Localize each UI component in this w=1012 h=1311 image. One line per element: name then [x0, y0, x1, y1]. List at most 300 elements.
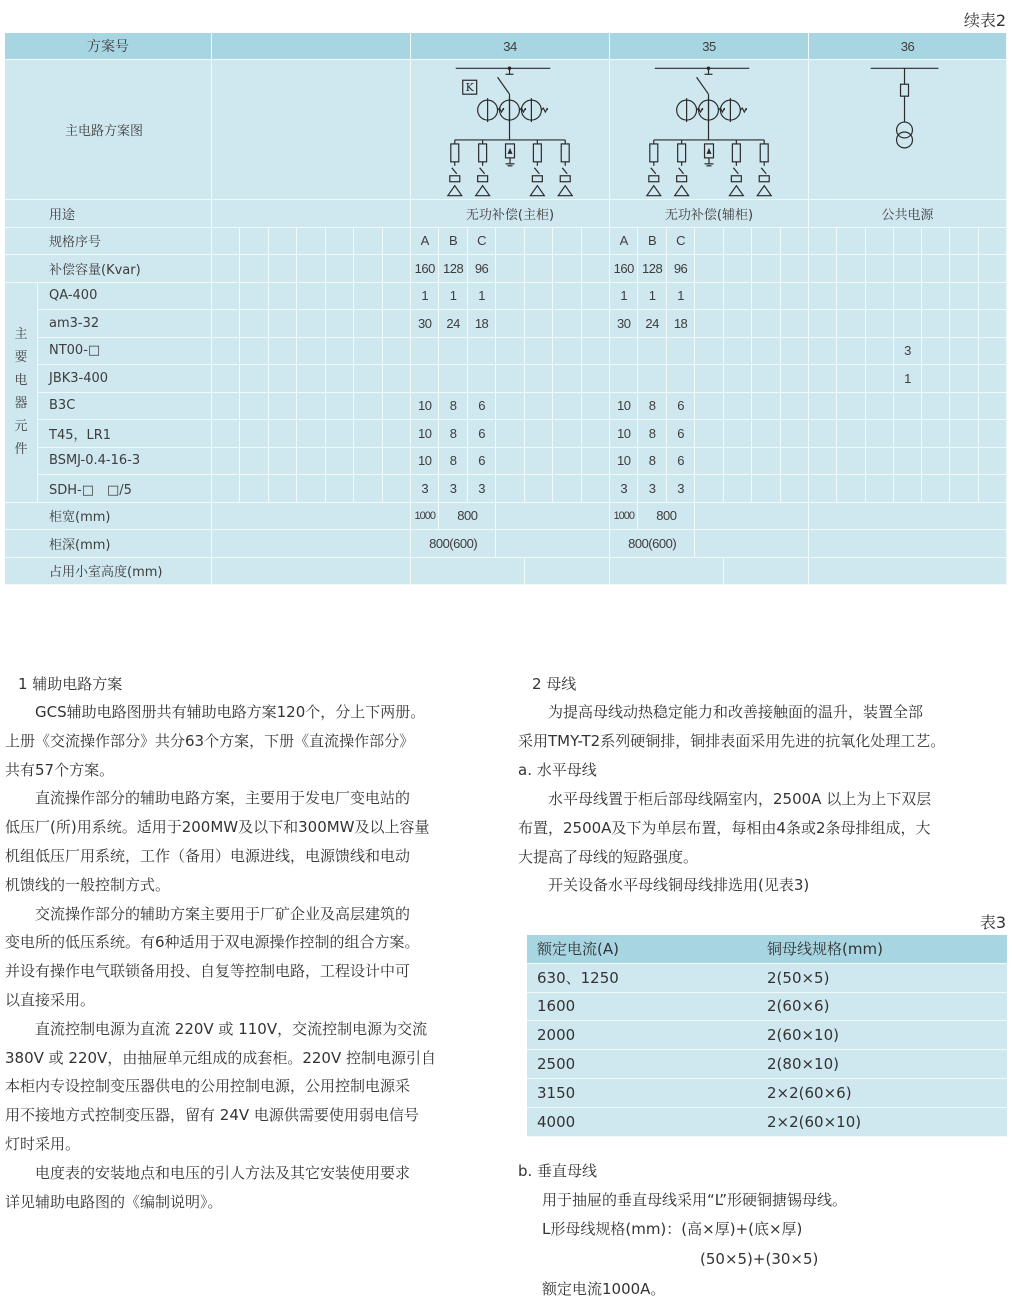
vertical-busbar-line: L形母线规格(mm)：(高×厚)+(底×厚) — [542, 1220, 803, 1238]
row-value — [695, 338, 723, 366]
row-value: 1 — [411, 283, 439, 311]
row-value — [809, 393, 837, 421]
row-value — [582, 255, 610, 283]
row-value — [837, 283, 865, 311]
table3-header-row — [527, 935, 1007, 964]
row-value — [894, 283, 922, 311]
filler-subcell — [269, 448, 297, 476]
row-label: 规格序号 — [5, 228, 212, 256]
row-value — [610, 365, 638, 393]
row-value — [724, 283, 752, 311]
row-value — [582, 310, 610, 338]
row-value — [950, 338, 978, 366]
row-value — [553, 255, 581, 283]
usage-35: 无功补偿(辅柜) — [610, 200, 809, 228]
filler-subcell — [354, 255, 382, 283]
row-value: 8 — [439, 420, 467, 448]
row-value: 10 — [411, 420, 439, 448]
row-value: 128 — [439, 255, 467, 283]
row-value — [582, 475, 610, 503]
row-label: QA-400 — [38, 283, 212, 311]
cabinet-width-a: 1000 — [411, 503, 439, 531]
section1-line: 机组低压厂用系统，工作（备用）电源进线，电源馈线和电动 — [5, 847, 411, 865]
row-value: 3 — [411, 475, 439, 503]
row-value — [809, 283, 837, 311]
filler-subcell — [383, 338, 411, 366]
row-value — [809, 228, 837, 256]
busbar-table — [527, 935, 1007, 1137]
section2-title: 2 母线 — [532, 675, 577, 693]
row-value — [894, 475, 922, 503]
table3-row — [527, 964, 1007, 993]
row-value: 1 — [667, 283, 695, 311]
scheme-number-34: 34 — [411, 33, 610, 60]
row-value — [496, 448, 524, 476]
row-value — [781, 255, 809, 283]
row-value — [809, 420, 837, 448]
cabinet-width-empty — [695, 503, 809, 531]
horizontal-busbar-line: 布置，2500A及下为单层布置，每相由4条或2条母排组成，大 — [518, 818, 931, 837]
row-value: 96 — [468, 255, 496, 283]
row-value — [979, 255, 1007, 283]
filler-subcell — [297, 448, 325, 476]
filler — [212, 558, 411, 586]
busbar-spec: 2(60×6) — [767, 997, 830, 1016]
row-value — [894, 448, 922, 476]
row-value — [922, 338, 950, 366]
row-value — [553, 475, 581, 503]
row-value — [439, 365, 467, 393]
usage-34: 无功补偿(主柜) — [411, 200, 610, 228]
filler-subcell — [240, 448, 268, 476]
row-value — [950, 393, 978, 421]
row-value — [496, 310, 524, 338]
filler-subcell — [354, 310, 382, 338]
cabinet-depth-label: 柜深(mm) — [5, 530, 212, 558]
row-value: 10 — [610, 393, 638, 421]
section1-line: GCS辅助电路图册共有辅助电路方案120个，分上下两册。 — [5, 703, 426, 721]
row-value — [781, 338, 809, 366]
row-label: 补偿容量(Kvar) — [5, 255, 212, 283]
row-value: 160 — [610, 255, 638, 283]
row-value — [979, 228, 1007, 256]
row-value — [525, 420, 553, 448]
row-value: 18 — [468, 310, 496, 338]
row-value — [553, 448, 581, 476]
row-value — [950, 365, 978, 393]
row-value: 10 — [610, 420, 638, 448]
row-value — [695, 310, 723, 338]
scheme-table — [5, 33, 1007, 585]
filler-subcell — [269, 283, 297, 311]
row-value — [979, 393, 1007, 421]
group-label-char: 要 — [14, 350, 28, 365]
filler-subcell — [326, 365, 354, 393]
row-value: 1 — [610, 283, 638, 311]
busbar-spec: 2(80×10) — [767, 1055, 839, 1074]
filler-subcell — [212, 448, 240, 476]
row-value: A — [411, 228, 439, 256]
header-label-cell: 方案号 — [5, 33, 212, 60]
row-value: 8 — [439, 393, 467, 421]
row-value — [525, 228, 553, 256]
section2-intro-line: 为提高母线动热稳定能力和改善接触面的温升，装置全部 — [518, 703, 924, 721]
row-value: 1 — [468, 283, 496, 311]
horizontal-busbar-line: 大提高了母线的短路强度。 — [518, 847, 699, 866]
row-value: A — [610, 228, 638, 256]
section1-line: 用不接地方式控制变压器，留有 24V 电源供需要使用弱电信号 — [5, 1106, 419, 1125]
row-value — [809, 448, 837, 476]
filler-subcell — [240, 310, 268, 338]
row-value — [979, 420, 1007, 448]
row-value — [496, 228, 524, 256]
filler-subcell — [354, 228, 382, 256]
row-label: NT00-□ — [38, 338, 212, 366]
capacitor-compensation-main-diagram-icon — [411, 60, 610, 200]
row-value: 6 — [468, 393, 496, 421]
row-value: 1 — [439, 283, 467, 311]
row-value — [582, 283, 610, 311]
row-value — [695, 228, 723, 256]
group-label-char: 元 — [14, 419, 28, 434]
diagram-filler-cell — [212, 60, 411, 200]
row-value — [525, 255, 553, 283]
row-value — [979, 283, 1007, 311]
compartment-height-empty — [724, 558, 809, 586]
cabinet-width-36 — [809, 503, 1007, 531]
row-label: JBK3-400 — [38, 365, 212, 393]
row-value: 8 — [638, 393, 666, 421]
section1-line: 380V 或 220V，由抽屉单元组成的成套柜。220V 控制电源引自 — [5, 1048, 436, 1067]
cabinet-depth-value: 800(600) — [610, 530, 695, 558]
horizontal-busbar-title: a. 水平母线 — [518, 761, 597, 779]
section1-line: 电度表的安装地点和电压的引人方法及其它安装使用要求 — [5, 1163, 411, 1182]
filler-subcell — [326, 310, 354, 338]
cabinet-width-label: 柜宽(mm) — [5, 503, 212, 531]
filler-subcell — [269, 255, 297, 283]
row-value — [894, 228, 922, 256]
row-value — [724, 338, 752, 366]
row-value — [724, 310, 752, 338]
filler-subcell — [212, 393, 240, 421]
row-value: C — [667, 228, 695, 256]
table3-row — [527, 993, 1007, 1022]
main-components-group-label — [5, 283, 38, 503]
row-value: 3 — [638, 475, 666, 503]
row-value — [553, 228, 581, 256]
row-value — [752, 228, 780, 256]
filler-subcell — [383, 393, 411, 421]
usage-filler — [212, 200, 411, 228]
row-value — [894, 310, 922, 338]
row-value — [894, 393, 922, 421]
filler-subcell — [383, 310, 411, 338]
row-value — [695, 365, 723, 393]
group-label-char: 主 — [14, 327, 28, 342]
scheme-number-35: 35 — [610, 33, 809, 60]
filler-subcell — [297, 420, 325, 448]
compartment-height-empty — [411, 558, 525, 586]
row-value — [866, 420, 894, 448]
scheme-number-36: 36 — [809, 33, 1007, 60]
row-value — [496, 255, 524, 283]
horizontal-busbar-line: 开关设备水平母线铜母线排选用(见表3) — [518, 876, 810, 895]
cabinet-width-bc: 800 — [638, 503, 695, 531]
row-value — [582, 338, 610, 366]
filler — [212, 530, 411, 558]
row-value — [667, 338, 695, 366]
row-value — [866, 255, 894, 283]
section1-line: 直流控制电源为直流 220V 或 110V，交流控制电源为交流 — [5, 1019, 428, 1038]
filler-subcell — [297, 393, 325, 421]
row-value — [837, 338, 865, 366]
row-value — [979, 448, 1007, 476]
row-value — [781, 475, 809, 503]
row-value — [950, 228, 978, 256]
row-value — [724, 255, 752, 283]
table2-caption: 续表2 — [963, 11, 1006, 30]
filler-subcell — [383, 365, 411, 393]
filler-subcell — [212, 365, 240, 393]
filler-subcell — [269, 393, 297, 421]
table3-header-spec: 铜母线规格(mm) — [767, 940, 883, 959]
row-value — [837, 310, 865, 338]
filler-subcell — [326, 393, 354, 421]
usage-label: 用途 — [5, 200, 212, 228]
row-value — [553, 393, 581, 421]
row-value: 1 — [638, 283, 666, 311]
row-value — [781, 283, 809, 311]
filler-subcell — [383, 448, 411, 476]
vertical-busbar-line: 额定电流1000A。 — [542, 1280, 666, 1298]
compartment-height-36 — [809, 558, 1007, 586]
filler-subcell — [297, 338, 325, 366]
row-value — [582, 228, 610, 256]
usage-36: 公共电源 — [809, 200, 1007, 228]
filler-subcell — [212, 338, 240, 366]
filler-subcell — [297, 475, 325, 503]
row-value — [496, 283, 524, 311]
busbar-spec: 2(60×10) — [767, 1026, 839, 1045]
row-label: B3C — [38, 393, 212, 421]
row-value — [582, 393, 610, 421]
table3-row — [527, 1050, 1007, 1079]
row-value — [724, 420, 752, 448]
filler — [212, 503, 411, 531]
row-value — [496, 420, 524, 448]
rated-current: 2500 — [537, 1055, 576, 1074]
filler-subcell — [212, 255, 240, 283]
row-value: 6 — [468, 448, 496, 476]
row-value — [695, 393, 723, 421]
filler-subcell — [326, 448, 354, 476]
row-value — [752, 365, 780, 393]
filler-subcell — [240, 338, 268, 366]
row-value: 10 — [411, 393, 439, 421]
cabinet-depth-36 — [809, 530, 1007, 558]
row-value — [866, 393, 894, 421]
compartment-height-empty — [610, 558, 724, 586]
filler-subcell — [240, 475, 268, 503]
row-value — [809, 475, 837, 503]
fuse-transformer-diagram-icon — [809, 60, 1007, 200]
filler-subcell — [212, 228, 240, 256]
row-value: 18 — [667, 310, 695, 338]
filler-subcell — [269, 338, 297, 366]
table3-row — [527, 1079, 1007, 1108]
filler-subcell — [269, 365, 297, 393]
busbar-spec: 2×2(60×6) — [767, 1083, 852, 1102]
row-label: SDH-□ □/5 — [38, 475, 212, 503]
group-label-char: 电 — [14, 373, 28, 388]
section1-line: 以直接采用。 — [5, 991, 96, 1009]
row-value — [950, 475, 978, 503]
row-value — [525, 448, 553, 476]
row-value — [553, 310, 581, 338]
row-value: 3 — [610, 475, 638, 503]
row-value: 30 — [610, 310, 638, 338]
row-value — [553, 420, 581, 448]
filler-subcell — [326, 255, 354, 283]
filler-subcell — [297, 255, 325, 283]
rated-current: 1600 — [537, 997, 576, 1016]
filler-subcell — [354, 475, 382, 503]
table3-header-current: 额定电流(A) — [537, 940, 619, 959]
filler-subcell — [354, 283, 382, 311]
filler-subcell — [326, 283, 354, 311]
row-value — [922, 475, 950, 503]
filler-subcell — [240, 283, 268, 311]
filler-subcell — [383, 420, 411, 448]
row-value — [752, 310, 780, 338]
row-value: 6 — [468, 420, 496, 448]
filler-subcell — [354, 338, 382, 366]
row-value — [866, 448, 894, 476]
filler-subcell — [326, 228, 354, 256]
rated-current: 3150 — [537, 1083, 576, 1102]
row-label: T45，LR1 — [38, 420, 212, 448]
row-value — [809, 255, 837, 283]
filler-subcell — [240, 365, 268, 393]
row-value — [752, 255, 780, 283]
diagram-row-label — [5, 60, 212, 200]
row-value: C — [468, 228, 496, 256]
row-value — [752, 448, 780, 476]
svg-text:K: K — [465, 80, 474, 94]
row-value: 30 — [411, 310, 439, 338]
filler-subcell — [383, 255, 411, 283]
compartment-height-empty — [525, 558, 610, 586]
filler-subcell — [383, 228, 411, 256]
filler-subcell — [269, 310, 297, 338]
table3-row — [527, 1108, 1007, 1137]
row-value — [496, 365, 524, 393]
section1-line: 机馈线的一般控制方式。 — [5, 875, 171, 894]
row-value — [781, 420, 809, 448]
row-value — [866, 338, 894, 366]
row-value — [922, 255, 950, 283]
row-value — [837, 420, 865, 448]
row-value — [837, 448, 865, 476]
row-value — [525, 365, 553, 393]
row-value — [695, 283, 723, 311]
row-value — [809, 338, 837, 366]
row-value — [525, 475, 553, 503]
row-value — [922, 448, 950, 476]
section1-line: 并设有操作电气联锁备用投、自复等控制电路，工程设计中可 — [5, 962, 411, 981]
row-value — [809, 310, 837, 338]
row-value — [724, 475, 752, 503]
row-value: 3 — [894, 338, 922, 366]
vertical-busbar-line: 用于抽屉的垂直母线采用“L”形硬铜搪锡母线。 — [542, 1191, 847, 1209]
section1-line: 直流操作部分的辅助电路方案，主要用于发电厂变电站的 — [5, 789, 411, 808]
row-value — [553, 338, 581, 366]
row-value — [525, 393, 553, 421]
group-label-char: 器 — [14, 396, 28, 411]
filler-subcell — [354, 448, 382, 476]
row-value: 24 — [638, 310, 666, 338]
row-value: 3 — [468, 475, 496, 503]
section1-title: 1 辅助电路方案 — [18, 675, 123, 693]
filler-subcell — [240, 420, 268, 448]
row-value — [752, 338, 780, 366]
filler-subcell — [383, 283, 411, 311]
row-value — [752, 393, 780, 421]
row-value — [922, 228, 950, 256]
row-value: 10 — [610, 448, 638, 476]
row-value — [866, 310, 894, 338]
section1-line: 变电所的低压系统。有6种适用于双电源操作控制的组合方案。 — [5, 933, 420, 952]
row-value: 3 — [439, 475, 467, 503]
row-value — [922, 310, 950, 338]
row-value — [781, 448, 809, 476]
row-value — [695, 475, 723, 503]
row-value — [525, 338, 553, 366]
filler-subcell — [354, 365, 382, 393]
row-value — [781, 310, 809, 338]
filler-subcell — [212, 310, 240, 338]
section1-line: 低压厂(所)用系统。适用于200MW及以下和300MW及以上容量 — [5, 818, 430, 837]
row-value — [866, 365, 894, 393]
row-value — [525, 283, 553, 311]
filler-subcell — [354, 420, 382, 448]
row-value: 128 — [638, 255, 666, 283]
row-value: B — [439, 228, 467, 256]
horizontal-busbar-line: 水平母线置于柜后部母线隔室内，2500A 以上为上下双层 — [518, 790, 932, 808]
row-value — [950, 448, 978, 476]
filler-subcell — [212, 420, 240, 448]
row-value — [638, 365, 666, 393]
row-value: 8 — [638, 420, 666, 448]
row-value — [866, 283, 894, 311]
row-value — [752, 420, 780, 448]
section2-intro-line: 采用TMY-T2系列硬铜排，铜排表面采用先进的抗氧化处理工艺。 — [518, 732, 946, 750]
row-value — [922, 420, 950, 448]
row-value — [468, 338, 496, 366]
row-value — [894, 420, 922, 448]
row-value — [553, 365, 581, 393]
filler-subcell — [297, 310, 325, 338]
cabinet-width-bc: 800 — [439, 503, 496, 531]
row-value — [922, 393, 950, 421]
filler-subcell — [240, 393, 268, 421]
compartment-height-label: 占用小室高度(mm) — [5, 558, 212, 586]
row-value — [667, 365, 695, 393]
row-value — [837, 255, 865, 283]
filler-subcell — [269, 420, 297, 448]
row-value — [781, 393, 809, 421]
filler-subcell — [212, 283, 240, 311]
